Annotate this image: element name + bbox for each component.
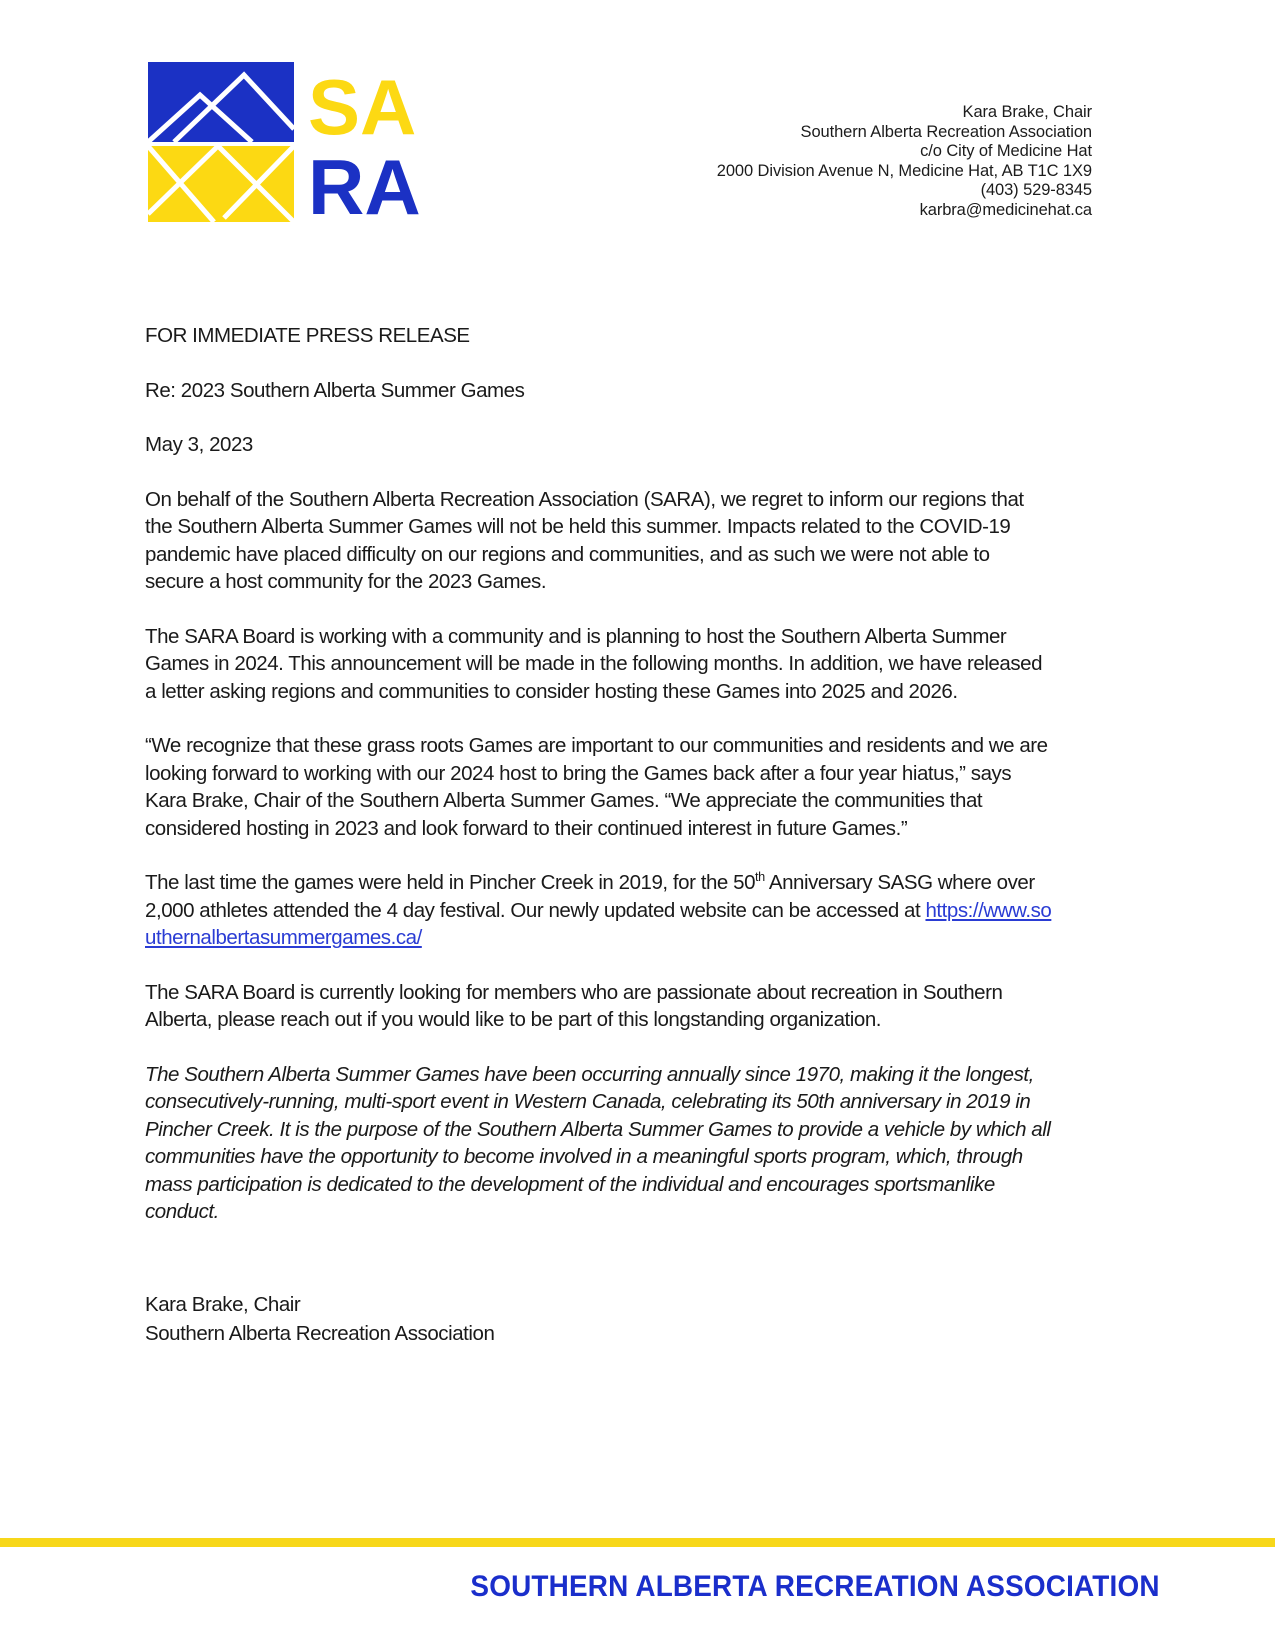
sara-logo xyxy=(148,62,440,222)
signature-spacer xyxy=(145,1253,1053,1291)
address-line-email: karbra@medicinehat.ca xyxy=(919,200,1092,219)
logo-text-sa: SA xyxy=(308,63,417,151)
address-line-street: 2000 Division Avenue N, Medicine Hat, AB T1C 1X9 xyxy=(716,161,1092,180)
letterhead-header xyxy=(0,0,1275,250)
address-line-name: Kara Brake, Chair xyxy=(962,103,1092,121)
letter-body xyxy=(145,322,1053,1350)
address-line-org: Southern Alberta Recreation Association xyxy=(800,122,1092,141)
sara-logo-graphic xyxy=(148,62,440,222)
letter-date: May 3, 2023 xyxy=(145,433,253,456)
paragraph-4-text-after: Anniversary SASG where over 2,000 athletes attended the 4 day festival. Our newly updated website can be accessed at xyxy=(145,871,1035,922)
footer-organization-name: SOUTHERN ALBERTA RECREATION ASSOCIATION xyxy=(470,1570,1160,1603)
ordinal-superscript: th xyxy=(755,869,765,885)
paragraph-1: On behalf of the Southern Alberta Recreation Association (SARA), we regret to inform our regions that the Southern Alberta Summer Games will not be held this summer. Impacts related to the COVID-19 pandemic have placed difficulty on our regions and communities, and as such we were not able to secure a host community for the 2023 Games. xyxy=(145,487,1024,593)
paragraph-6-boilerplate: The Southern Alberta Summer Games have been occurring annually since 1970, making it the longest, consecutively-running, multi-sport event in Western Canada, celebrating its 50th anniversary in 2019 in Pincher Creek. It is the purpose of the Southern Alberta Summer Games to provide a vehicle by which all communities have the opportunity to become involved in a meaningful sports program, which, through mass participation is dedicated to the development of the individual and encourages sportsmanlike conduct. xyxy=(145,1062,1051,1223)
address-line-phone: (403) 529-8345 xyxy=(980,181,1092,200)
paragraph-5: The SARA Board is currently looking for members who are passionate about recreation in Southern Alberta, please reach out if you would like to be part of this longstanding organization. xyxy=(145,980,1003,1031)
paragraph-4-text-before: The last time the games were held in Pincher Creek in 2019, for the 50 xyxy=(145,871,756,894)
paragraph-4 xyxy=(145,869,1053,952)
address-line-careof: c/o City of Medicine Hat xyxy=(920,142,1092,161)
paragraph-3-quote: “We recognize that these grass roots Games are important to our communities and residents and we are looking forward to working with our 2024 host to bring the Games back after a four year hiatus,” says Kara Brake, Chair of the Southern Alberta Summer Games. “We appreciate the communities that considered hosting in 2023 and look forward to their continued interest in future Games.” xyxy=(145,734,1048,840)
logo-text-ra: RA xyxy=(308,143,421,222)
footer-divider-rule xyxy=(0,1538,1275,1547)
website-link[interactable]: https://www.southernalbertasummergames.ca/ xyxy=(145,898,1052,949)
press-release-notice: FOR IMMEDIATE PRESS RELEASE xyxy=(145,324,470,347)
paragraph-2: The SARA Board is working with a community and is planning to host the Southern Alberta Summer Games in 2024. This announcement will be made in the following months. In addition, we have released a letter asking regions and communities to consider hosting these Games into 2025 and 2026. xyxy=(145,624,1043,703)
signature-name: Kara Brake, Chair xyxy=(145,1292,301,1316)
subject-line: Re: 2023 Southern Alberta Summer Games xyxy=(145,378,525,402)
contact-address-block xyxy=(532,103,1092,221)
signature-organization: Southern Alberta Recreation Association xyxy=(145,1322,495,1345)
